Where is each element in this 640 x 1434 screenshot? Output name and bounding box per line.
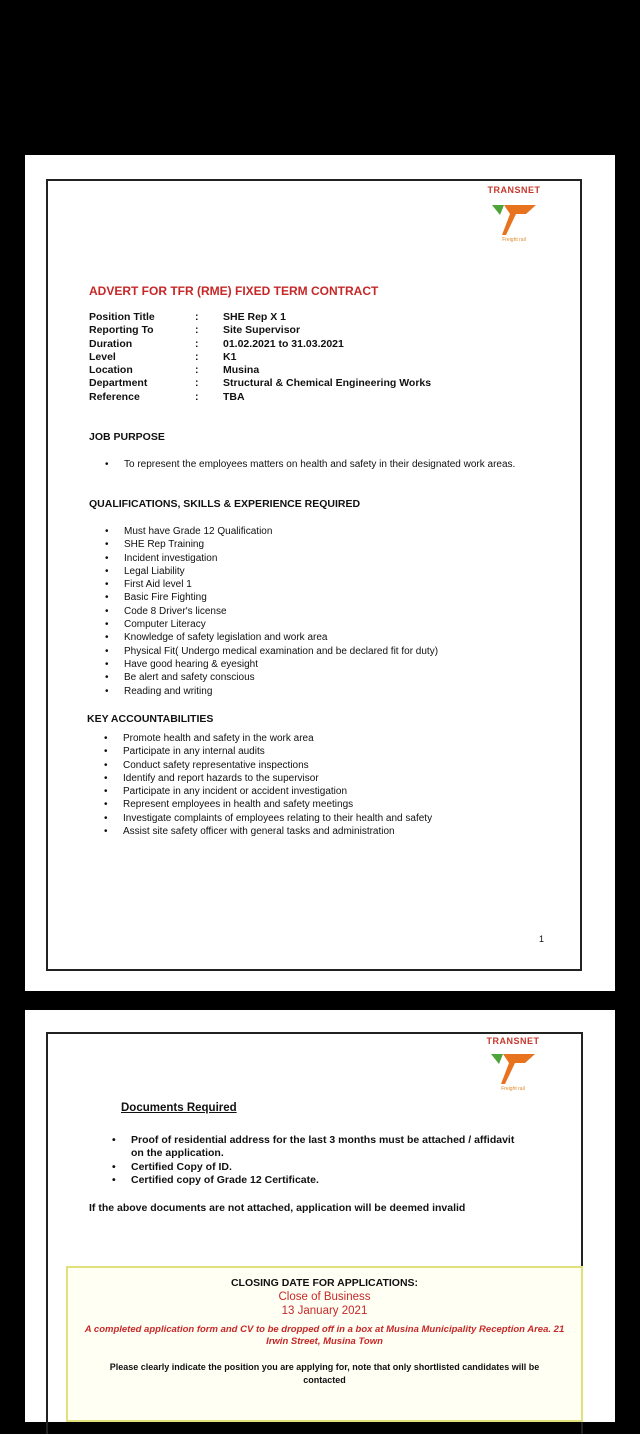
list-item: • Identify and report hazards to the supervisor <box>100 772 560 785</box>
logo-wordmark: TRANSNET <box>487 185 541 195</box>
logo-wordmark: TRANSNET <box>486 1036 540 1046</box>
details-labels <box>89 311 155 404</box>
list-item: • Investigate complaints of employees relating to their health and safety <box>100 812 560 825</box>
documents-heading: Documents Required <box>121 1102 237 1114</box>
list-item: • Knowledge of safety legislation and work area <box>101 631 561 644</box>
list-item: • To represent the employees matters on health and safety in their designated work areas. <box>101 458 551 471</box>
list-item: • Certified copy of Grade 12 Certificate. <box>108 1174 528 1187</box>
detail-separator: : <box>195 311 199 323</box>
closing-time: Close of Business <box>278 1291 371 1303</box>
detail-value: SHE Rep X 1 <box>223 311 287 323</box>
closing-date: 13 January 2021 <box>281 1305 368 1317</box>
closing-date-heading: CLOSING DATE FOR APPLICATIONS: <box>230 1277 419 1289</box>
detail-separator: : <box>195 324 199 337</box>
list-item: • Conduct safety representative inspections <box>100 759 560 772</box>
logo-subtitle: Freight rail <box>501 1086 525 1092</box>
detail-label: Reference <box>89 390 140 403</box>
transnet-logo <box>473 1036 553 1092</box>
accountabilities-heading: KEY ACCOUNTABILITIES <box>87 713 214 725</box>
advert-title: ADVERT FOR TFR (RME) FIXED TERM CONTRACT <box>89 284 379 298</box>
detail-label: Department <box>89 377 148 390</box>
detail-label: Position Title <box>89 311 155 323</box>
detail-value: 01.02.2021 to 31.03.2021 <box>223 337 344 350</box>
detail-separator: : <box>195 390 199 403</box>
job-purpose-heading: JOB PURPOSE <box>89 431 165 443</box>
detail-label: Duration <box>89 337 133 350</box>
detail-value: Musina <box>223 364 260 377</box>
detail-separator: : <box>195 350 199 363</box>
detail-separator: : <box>195 337 199 350</box>
documents-list <box>108 1134 528 1187</box>
list-item: • Certified Copy of ID. <box>108 1161 528 1174</box>
detail-separator: : <box>195 364 199 377</box>
list-item: • Code 8 Driver's license <box>101 605 561 618</box>
logo-subtitle: Freight rail <box>502 237 526 243</box>
list-item: • Participate in any internal audits <box>100 745 560 758</box>
details-values <box>223 311 431 404</box>
invalid-warning: If the above documents are not attached, application will be deemed invalid <box>89 1202 466 1214</box>
transnet-mark-icon <box>491 1050 535 1086</box>
list-item: • First Aid level 1 <box>101 578 561 591</box>
list-item: • Incident investigation <box>101 552 561 565</box>
document-page-2 <box>25 1010 615 1422</box>
qualifications-heading: QUALIFICATIONS, SKILLS & EXPERIENCE REQUIRED <box>89 498 361 510</box>
detail-label: Location <box>89 364 133 377</box>
closing-date-box <box>66 1266 583 1422</box>
list-item: • Proof of residential address for the last 3 months must be attached / affidavit on the application. <box>108 1134 528 1161</box>
list-item: • Participate in any incident or accident investigation <box>100 785 560 798</box>
detail-value: Site Supervisor <box>223 324 301 337</box>
detail-label: Reporting To <box>89 324 154 337</box>
shortlist-note: Please clearly indicate the position you are applying for, note that only shortlisted candidates will be contacted <box>109 1362 540 1385</box>
list-item: • Have good hearing & eyesight <box>101 658 561 671</box>
list-item: • Legal Liability <box>101 565 561 578</box>
page-number: 1 <box>539 934 545 944</box>
list-item: • Be alert and safety conscious <box>101 671 561 684</box>
list-item: • Physical Fit( Undergo medical examination and be declared fit for duty) <box>101 645 561 658</box>
detail-value: Structural & Chemical Engineering Works <box>223 377 432 390</box>
dropoff-instructions: A completed application form and CV to be dropped off in a box at Musina Municipality Reception Area. 21 Irwin Street, Musina Town <box>84 1324 565 1347</box>
list-item: • SHE Rep Training <box>101 538 561 551</box>
detail-label: Level <box>89 350 116 363</box>
transnet-mark-icon <box>492 201 536 237</box>
transnet-logo <box>474 185 554 243</box>
list-item: • Represent employees in health and safety meetings <box>100 798 560 811</box>
list-item: • Assist site safety officer with general tasks and administration <box>100 825 560 838</box>
detail-value: TBA <box>223 390 245 403</box>
qualifications-list <box>101 525 561 698</box>
document-page-1 <box>25 155 615 991</box>
accountabilities-list <box>100 732 560 838</box>
list-item: • Promote health and safety in the work area <box>100 732 560 745</box>
details-separators <box>195 311 199 404</box>
detail-value: K1 <box>223 350 237 363</box>
job-purpose-list <box>101 458 551 471</box>
list-item: • Must have Grade 12 Qualification <box>101 525 561 538</box>
list-item: • Reading and writing <box>101 685 561 698</box>
list-item: • Computer Literacy <box>101 618 561 631</box>
list-item: • Basic Fire Fighting <box>101 591 561 604</box>
detail-separator: : <box>195 377 199 390</box>
